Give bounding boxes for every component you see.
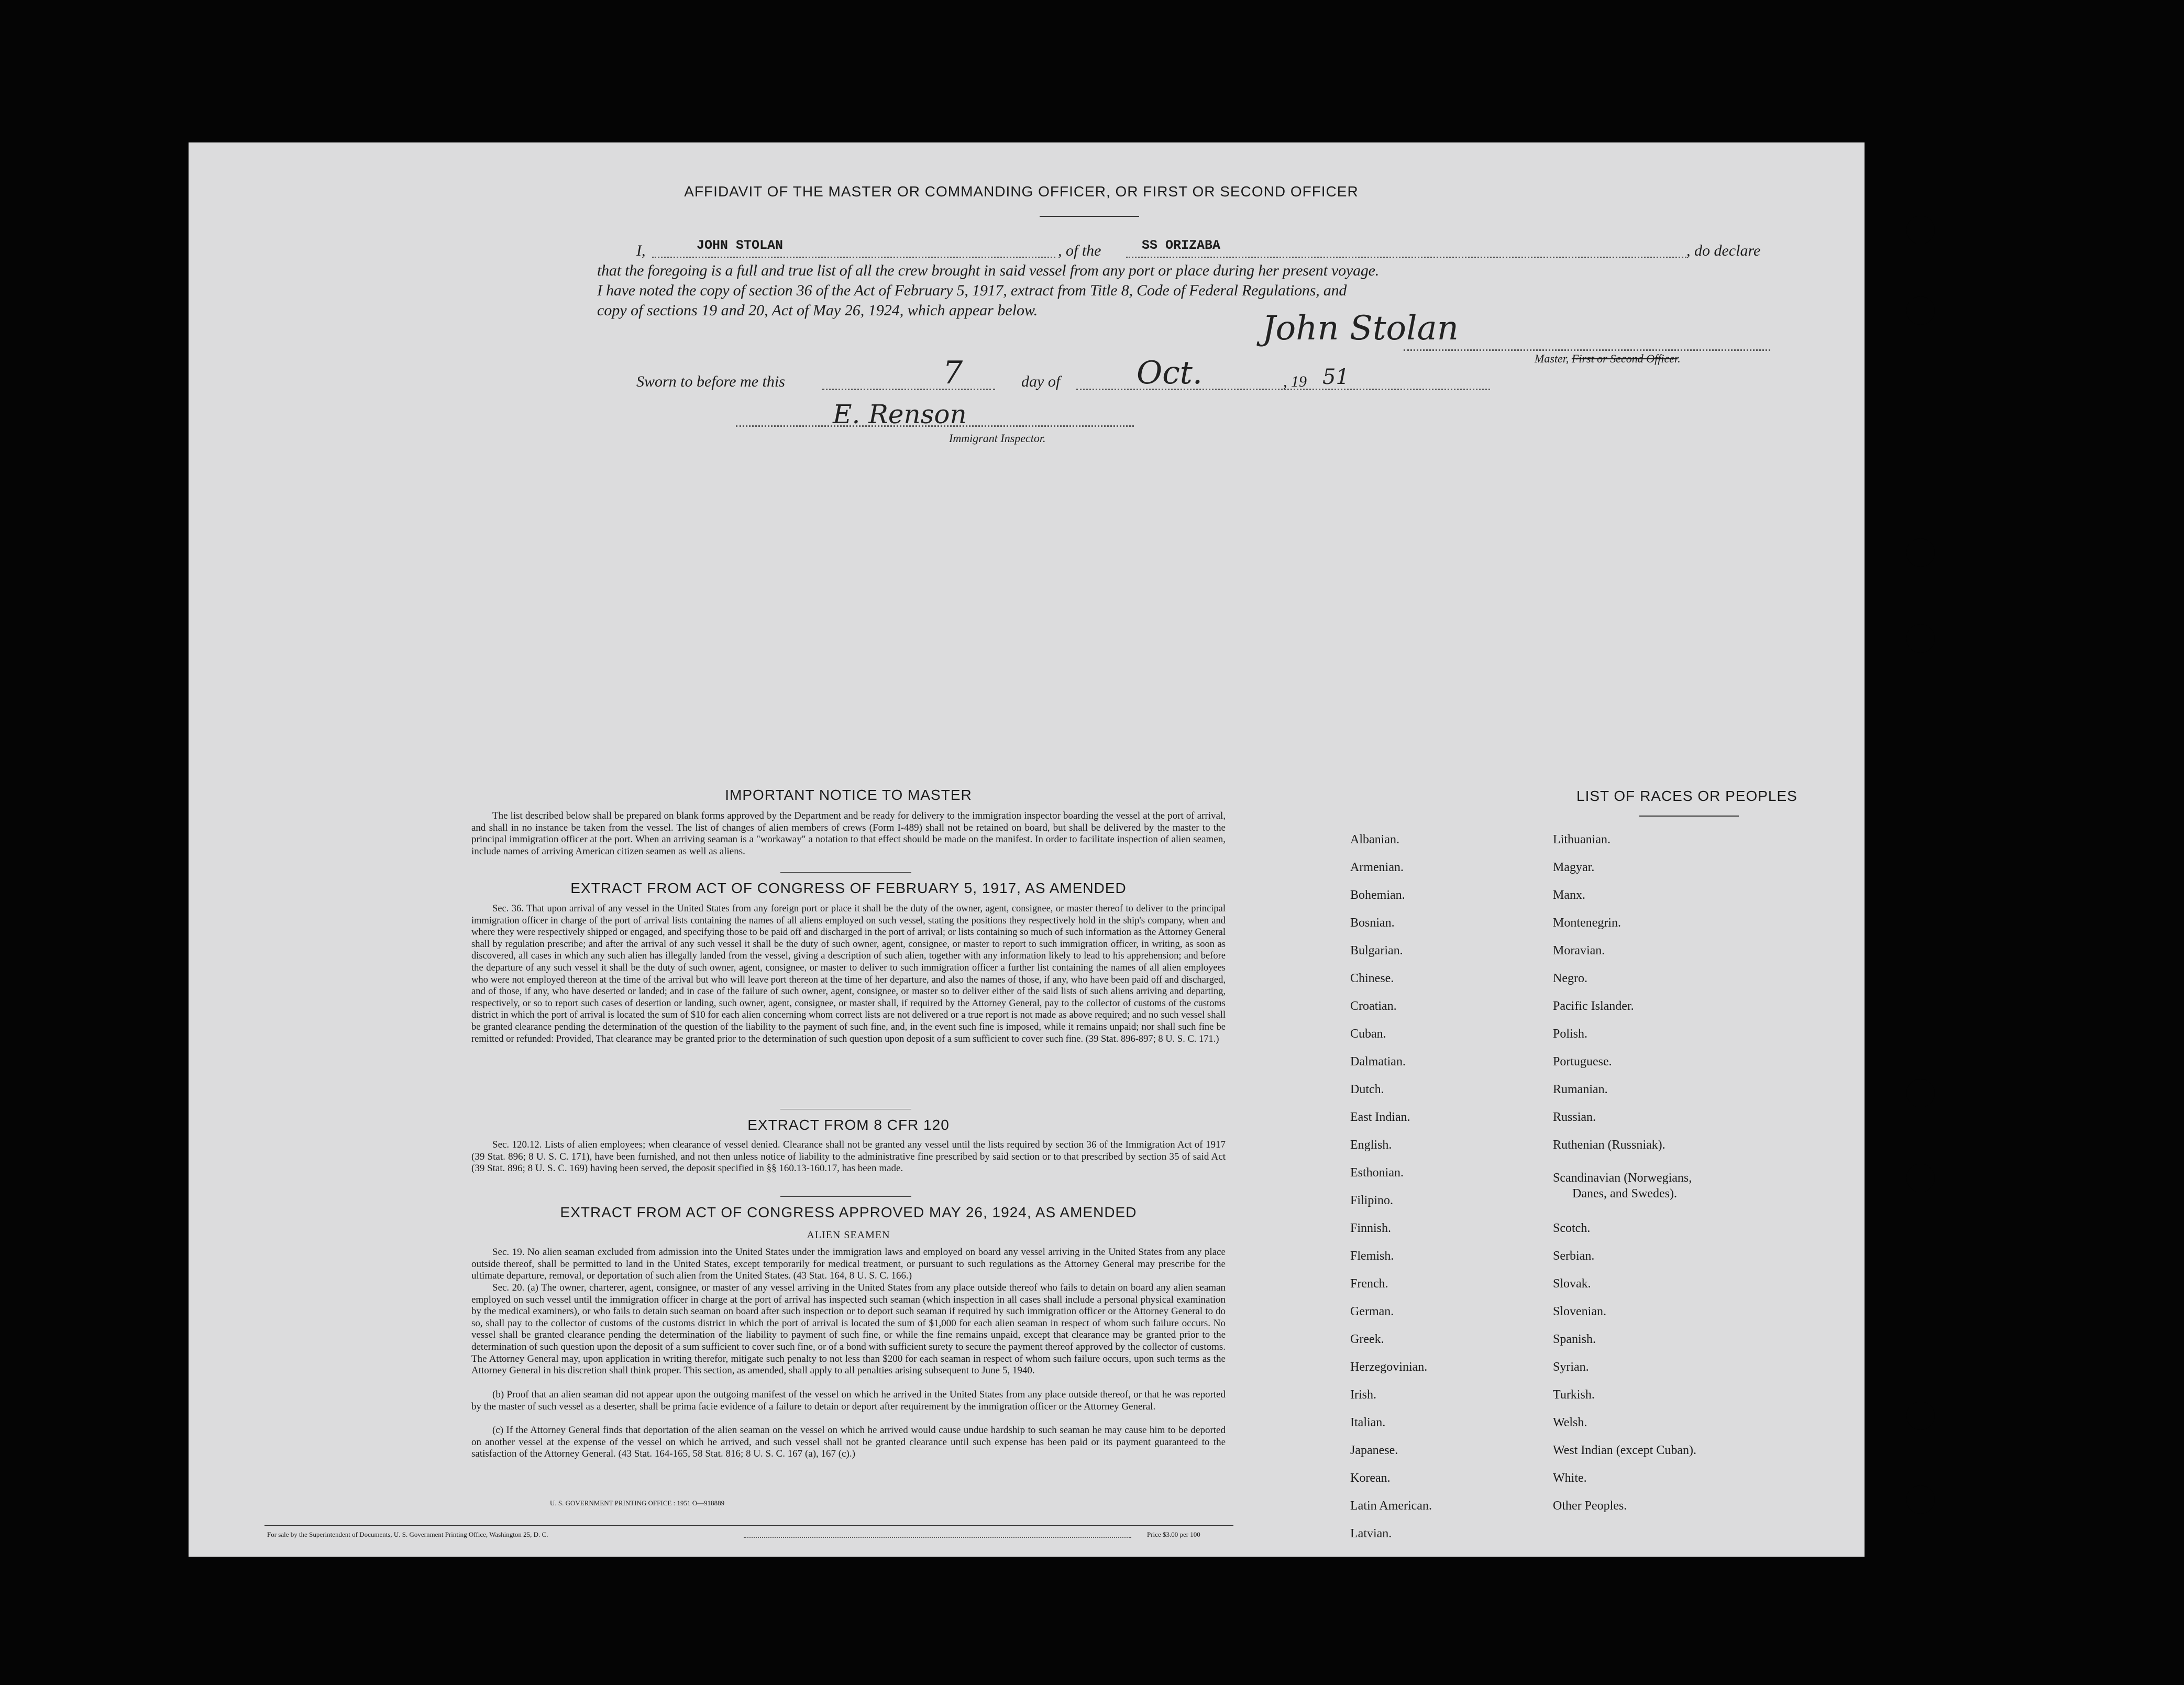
race-item: Bohemian. bbox=[1350, 888, 1405, 902]
document-page bbox=[189, 142, 1865, 1557]
affidavit-line-4: copy of sections 19 and 20, Act of May 26, 1924, which appear below. bbox=[597, 302, 1038, 319]
notice-heading: IMPORTANT NOTICE TO MASTER bbox=[725, 787, 972, 803]
affidavit-heading: AFFIDAVIT OF THE MASTER OR COMMANDING OFFICER, OR FIRST OR SECOND OFFICER bbox=[684, 183, 1359, 200]
punch-hole bbox=[1906, 624, 1935, 653]
race-item: Other Peoples. bbox=[1553, 1499, 1627, 1513]
master-title-text: Master, bbox=[1535, 352, 1572, 365]
race-item: Portuguese. bbox=[1553, 1055, 1612, 1069]
divider-1 bbox=[780, 872, 911, 873]
race-item: Korean. bbox=[1350, 1471, 1391, 1485]
race-item: Russian. bbox=[1553, 1110, 1596, 1124]
extract-cfr-heading: EXTRACT FROM 8 CFR 120 bbox=[747, 1117, 950, 1133]
race-item: East Indian. bbox=[1350, 1110, 1410, 1124]
printing-office-note: U. S. GOVERNMENT PRINTING OFFICE : 1951 O—918889 bbox=[550, 1499, 725, 1507]
race-item: Bulgarian. bbox=[1350, 944, 1403, 957]
punch-hole bbox=[1906, 1402, 1935, 1430]
race-item: Irish. bbox=[1350, 1388, 1376, 1402]
race-item: Welsh. bbox=[1553, 1416, 1587, 1429]
race-item: Dutch. bbox=[1350, 1083, 1384, 1096]
footer-leader bbox=[744, 1537, 1131, 1538]
race-item: Greek. bbox=[1350, 1332, 1384, 1346]
day-of-label: day of bbox=[1021, 373, 1061, 390]
name-line bbox=[652, 257, 1055, 258]
race-item: Scandinavian (Norwegians, bbox=[1553, 1171, 1692, 1185]
race-item: Slovenian. bbox=[1553, 1305, 1606, 1318]
races-heading: LIST OF RACES OR PEOPLES bbox=[1576, 788, 1797, 804]
inspector-signature: E. Renson bbox=[833, 399, 967, 429]
master-name: JOHN STOLAN bbox=[697, 238, 784, 253]
extract-cfr-text: Sec. 120.12. Lists of alien employees; when clearance of vessel denied. Clearance shall not be granted any vessel until the lists required by section 36 of the Immigration Act of 1917 (39 Stat. 896; 8 U. S. C. 171), have been furnished, and not then unless notice of liability to the administrative fine prescribed by said section or to that prescribed by section 35 of said Act (39 Stat. 896; 8 U. S. C. 169) having been served, the deposit specified in §§ 160.13-160.17, has been made. bbox=[471, 1139, 1226, 1174]
race-item: Esthonian. bbox=[1350, 1166, 1404, 1180]
race-item: Herzegovinian. bbox=[1350, 1360, 1428, 1374]
sec-20c-text: (c) If the Attorney General finds that deportation of the alien seaman on the vessel on which he arrived would cause undue hardship to such seaman he may cause him to be deported on another vessel at the expense of the vessel on which he arrived, and such vessel shall not be granted clearance until such expense has been paid or its payment guaranteed to the satisfaction of the Attorney General. (43 Stat. 164-165, 58 Stat. 816; 8 U. S. C. 167 (a), 167 (c).) bbox=[471, 1425, 1226, 1460]
race-item: Magyar. bbox=[1553, 861, 1595, 874]
punch-hole bbox=[1906, 296, 1935, 325]
master-signature-line bbox=[1404, 349, 1770, 351]
race-item: French. bbox=[1350, 1277, 1388, 1291]
vessel-name: SS ORIZABA bbox=[1142, 238, 1221, 253]
race-item: Scotch. bbox=[1553, 1221, 1591, 1235]
master-title-end: . bbox=[1678, 352, 1681, 365]
race-item: Serbian. bbox=[1553, 1249, 1595, 1263]
footer-rule bbox=[264, 1525, 1233, 1526]
race-item: Manx. bbox=[1553, 888, 1585, 902]
punch-hole bbox=[1906, 216, 1935, 244]
year-prefix: , 19 bbox=[1283, 373, 1307, 390]
punch-hole bbox=[1906, 538, 1935, 567]
race-item: Cuban. bbox=[1350, 1027, 1386, 1041]
heading-rule bbox=[1040, 216, 1139, 217]
vessel-line bbox=[1126, 257, 1686, 258]
extract-1924-heading: EXTRACT FROM ACT OF CONGRESS APPROVED MAY 26, 1924, AS AMENDED bbox=[560, 1204, 1137, 1220]
master-title-struck: First or Second Officer bbox=[1571, 352, 1678, 365]
master-title bbox=[1535, 352, 1681, 366]
race-item: English. bbox=[1350, 1138, 1392, 1152]
sec-20b-text: (b) Proof that an alien seaman did not appear upon the outgoing manifest of the vessel on which he arrived in the United States from any place outside thereof, or that he was reported by the master of such vessel as a deserter, shall be prima facie evidence of a failure to detain or deport after requirement by the immigration officer or the Attorney General. bbox=[471, 1389, 1226, 1412]
race-item: Latvian. bbox=[1350, 1527, 1392, 1540]
race-item: Croatian. bbox=[1350, 999, 1397, 1013]
race-item: Slovak. bbox=[1553, 1277, 1591, 1291]
affidavit-line-3: I have noted the copy of section 36 of the Act of February 5, 1917, extract from Title 8, Code of Federal Regulations, and bbox=[597, 282, 1347, 299]
race-item: Turkish. bbox=[1553, 1388, 1595, 1402]
race-item: Filipino. bbox=[1350, 1194, 1394, 1207]
race-item: German. bbox=[1350, 1305, 1394, 1318]
race-item: Syrian. bbox=[1553, 1360, 1589, 1374]
punch-hole bbox=[1906, 1485, 1935, 1514]
race-item: Bosnian. bbox=[1350, 916, 1395, 930]
affidavit-line-2: that the foregoing is a full and true list of all the crew brought in said vessel from any port or place during her present voyage. bbox=[597, 262, 1380, 279]
extract-1917-heading: EXTRACT FROM ACT OF CONGRESS OF FEBRUARY 5, 1917, AS AMENDED bbox=[570, 880, 1127, 896]
race-item: Danes, and Swedes). bbox=[1572, 1187, 1677, 1201]
sec-20a-text: Sec. 20. (a) The owner, charterer, agent, consignee, or master of any vessel arriving in the United States from any place outside thereof who fails to detain on board any alien seaman employed on such vessel until the immigration officer in charge at the port of arrival has inspected such seaman (which inspection in all cases shall include a personal physical examination by the medical examiners), or who fails to detain such seaman on board after such inspection or to deport such seaman if required by such immigration officer or the Attorney General to do so, shall pay to the collector of customs of the customs district in which the port of arrival is located the sum of $1,000 for each alien seaman in respect of whom such failure occurs. No vessel shall be granted clearance pending the determination of the liability to payment of such fine, or while the fine remains unpaid, except that clearance may be granted prior to the determination of such question upon the deposit of a sum sufficient to cover such fine, or of a bond with sufficient surety to secure the payment thereof approved by the collector of customs. The Attorney General may, upon application in writing therefor, mitigate such penalty to not less than $200 for each seaman in respect of whom such failure occurs, upon such terms as the Attorney General in his discretion shall think proper. This section, as amended, shall apply to all penalties arising subsequent to June 5, 1940. bbox=[471, 1282, 1226, 1376]
race-item: Rumanian. bbox=[1553, 1083, 1608, 1096]
race-item: Negro. bbox=[1553, 972, 1587, 985]
race-item: West Indian (except Cuban). bbox=[1553, 1444, 1696, 1457]
alien-seamen-subheading: ALIEN SEAMEN bbox=[807, 1229, 890, 1241]
do-declare-label: , do declare bbox=[1686, 242, 1761, 259]
i-label: I, bbox=[636, 242, 646, 259]
day-value: 7 bbox=[943, 355, 963, 391]
divider-3 bbox=[780, 1196, 911, 1197]
race-item: Spanish. bbox=[1553, 1332, 1596, 1346]
race-item: Ruthenian (Russniak). bbox=[1553, 1138, 1665, 1152]
race-item: White. bbox=[1553, 1471, 1587, 1485]
punch-hole bbox=[1906, 1079, 1935, 1107]
year-value: 51 bbox=[1322, 365, 1349, 389]
notice-text: The list described below shall be prepared on blank forms approved by the Department and be ready for delivery to the immigration inspector boarding the vessel at the port of arrival, and shall in no instance be taken from the vessel. The list of changes of alien members of crews (Form I-489) shall not be retained on board, but shall be delivered by the master to the principal immigration officer at the port. When an arriving seaman is a "workaway" a notation to that effect should be made on the manifest. In order to facilitate inspection of alien seamen, include names of arriving American citizen seamen as well as aliens. bbox=[471, 810, 1226, 857]
for-sale-note: For sale by the Superintendent of Documents, U. S. Government Printing Office, Washington 25, D. C. bbox=[267, 1530, 548, 1538]
day-line bbox=[822, 389, 995, 390]
race-item: Latin American. bbox=[1350, 1499, 1432, 1513]
race-item: Moravian. bbox=[1553, 944, 1605, 957]
race-item: Japanese. bbox=[1350, 1444, 1398, 1457]
inspector-title: Immigrant Inspector. bbox=[949, 432, 1046, 445]
of-the-label: , of the bbox=[1058, 242, 1101, 259]
race-item: Lithuanian. bbox=[1553, 833, 1611, 846]
month-value: Oct. bbox=[1137, 355, 1203, 391]
extract-1917-text: Sec. 36. That upon arrival of any vessel in the United States from any foreign port or place it shall be the duty of the owner, agent, consignee, or master thereof to deliver to the principal immigration officer in charge of the port of arrival lists containing the names of all aliens employed on such vessel, stating the positions they respectively hold in the ship's company, when and where they were respectively shipped or engaged, and specifying those to be paid off and discharged in the port of arrival; or lists containing so much of such information as the Attorney General shall by regulation prescribe; and after the arrival of any such vessel it shall be the duty of such owner, agent, consignee, or master to report to such immigration officer, in writing, as soon as discovered, all cases in which any such alien has illegally landed from the vessel, giving a description of such alien, together with any information likely to lead to his apprehension; and before the departure of any such vessel it shall be the duty of such owner, agent, consignee, or master to deliver to such immigration officer a further list containing the names of all alien employees who were not employed thereon at the time of the arrival but who will leave port thereon at the time of her departure, and also the names of those, if any, who have been paid off and discharged, and of those, if any, who have deserted or landed; and in case of the failure of such owner, agent, consignee, or master so to deliver either of the said lists of such aliens arriving and departing, respectively, or so to report such cases of desertion or landing, such owner, agent, consignee, or master shall, if required by the Attorney General, pay to the collector of customs of the customs district in which the port of arrival is located the sum of $10 for each alien concerning whom correct lists are not delivered or a true report is not made as above required; and no such vessel shall be granted clearance pending the determination of the question of the liability to the payment of such fine, and, in the event such fine is imposed, while it remains unpaid; nor shall such fine be remitted or refunded: Provided, That clearance may be granted prior to the determination of such question upon deposit of a sum sufficient to cover such fine. (39 Stat. 896-897; 8 U. S. C. 171.) bbox=[471, 904, 1226, 1044]
race-item: Polish. bbox=[1553, 1027, 1588, 1041]
sec-19-text: Sec. 19. No alien seaman excluded from admission into the United States under the immigration laws and employed on board any vessel arriving in the United States from any place outside thereof, shall be permitted to land in the United States, except temporarily for medical treatment, or pursuant to such regulations as the Attorney General may prescribe for the ultimate departure, removal, or deportation of such alien from the United States. (43 Stat. 164, 8 U. S. C. 166.) bbox=[471, 1247, 1226, 1282]
race-item: Flemish. bbox=[1350, 1249, 1394, 1263]
price-note: Price $3.00 per 100 bbox=[1147, 1530, 1200, 1538]
race-item: Armenian. bbox=[1350, 861, 1404, 874]
race-item: Montenegrin. bbox=[1553, 916, 1621, 930]
races-heading-rule bbox=[1639, 816, 1739, 817]
race-item: Albanian. bbox=[1350, 833, 1399, 846]
sworn-label: Sworn to before me this bbox=[636, 373, 785, 390]
race-item: Chinese. bbox=[1350, 972, 1394, 985]
race-item: Pacific Islander. bbox=[1553, 999, 1634, 1013]
punch-hole bbox=[1906, 1164, 1935, 1192]
master-signature: John Stolan bbox=[1262, 309, 1459, 348]
race-item: Dalmatian. bbox=[1350, 1055, 1406, 1069]
race-item: Italian. bbox=[1350, 1416, 1386, 1429]
race-item: Finnish. bbox=[1350, 1221, 1392, 1235]
